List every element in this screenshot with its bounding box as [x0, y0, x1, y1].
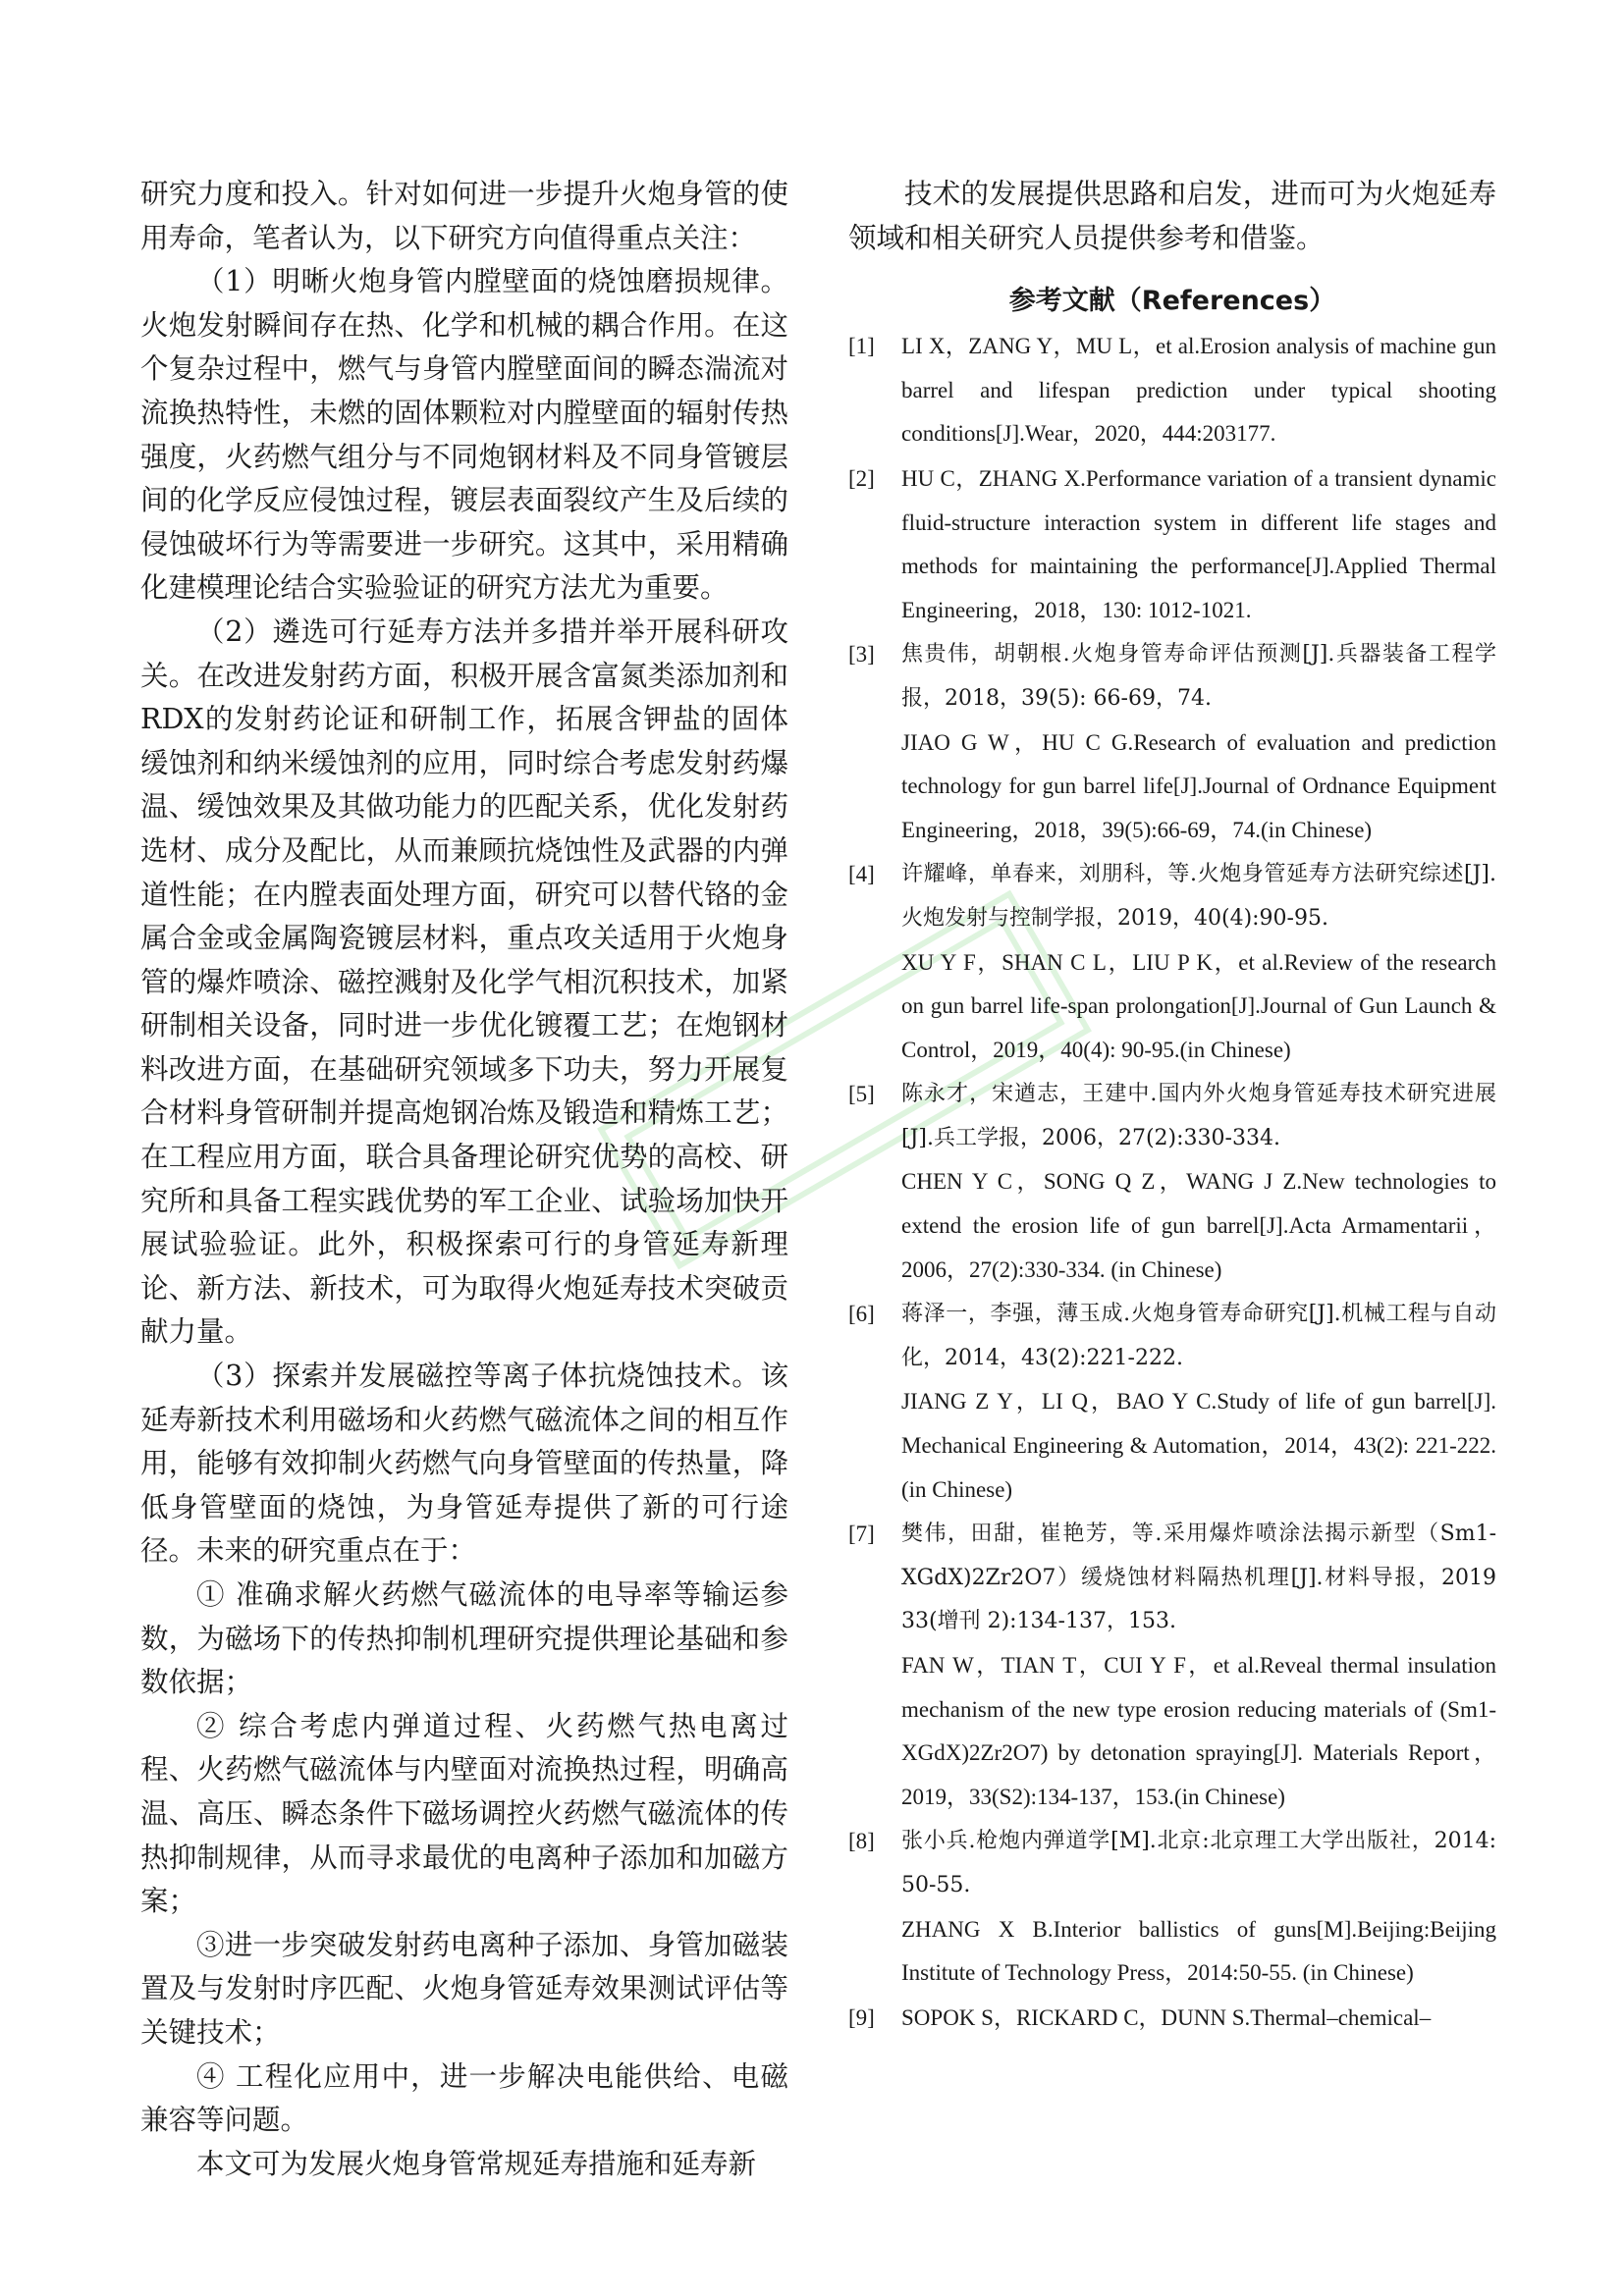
- reference-number: [3]: [848, 642, 875, 667]
- reference-item: [848, 1073, 1496, 1292]
- reference-body: [901, 853, 1496, 1072]
- reference-text: 焦贵伟，胡朝根.火炮身管寿命评估预测[J].兵器装备工程学报，2018，39(5): 66-69，74.: [901, 642, 1496, 711]
- body-paragraph: （1）明晰火炮身管内膛壁面的烧蚀磨损规律。火炮发射瞬间存在热、化学和机械的耦合作用。在这个复杂过程中，燃气与身管内膛壁面间的瞬态湍流对流换热特性，未燃的固体颗粒对内膛壁面的辐射传热强度，火药燃气组分与不同炮钢材料及不同身管镀层间的化学反应侵蚀过程，镀层表面裂纹产生及后续的侵蚀破坏行为等需要进一步研究。这其中，采用精确化建模理论结合实验验证的研究方法尤为重要。: [140, 265, 788, 605]
- reference-text: 樊伟，田甜，崔艳芳，等.采用爆炸喷涂法揭示新型（Sm1-XGdX)2Zr2O7）缓烧蚀材料隔热机理[J].材料导报，2019 33(增刊 2):134-137，153.: [901, 1522, 1496, 1634]
- reference-item: [848, 325, 1496, 456]
- reference-text: JIAO G W，HU C G.Research of evaluation and prediction technology for gun barrel life[J].Journal of Ordnance Equipment Engineering，2018，39(5):66-69，74.(in Chinese): [901, 729, 1496, 842]
- reference-body: [901, 1820, 1496, 1995]
- reference-number: [1]: [848, 334, 875, 359]
- body-paragraph: 研究力度和投入。针对如何进一步提升火炮身管的使用寿命，笔者认为，以下研究方向值得重点关注：: [140, 178, 788, 254]
- reference-text: HU C，ZHANG X.Performance variation of a transient dynamic fluid-structure interaction system in different life stages and methods for maintaining the performance[J].Applied Thermal Engineering，2018，130: 1012-1021.: [901, 465, 1496, 622]
- body-paragraph: ③进一步突破发射药电离种子添加、身管加磁装置及与发射时序匹配、火炮身管延寿效果测试评估等关键技术；: [140, 1928, 788, 2049]
- reference-text: CHEN Y C，SONG Q Z，WANG J Z.New technologies to extend the erosion life of gun barrel[J].Acta Armamentarii，2006，27(2):330-334. (in Chinese): [901, 1169, 1496, 1282]
- reference-text: SOPOK S，RICKARD C，DUNN S.Thermal–chemical–: [901, 2004, 1432, 2030]
- references-list: [848, 325, 1496, 2040]
- body-paragraph: （3）探索并发展磁控等离子体抗烧蚀技术。该延寿新技术利用磁场和火药燃气磁流体之间的相互作用，能够有效抑制火药燃气向身管壁面的传热量，降低身管壁面的烧蚀，为身管延寿提供了新的可行途径。未来的研究重点在于：: [140, 1360, 788, 1568]
- reference-text: 张小兵.枪炮内弹道学[M].北京:北京理工大学出版社，2014: 50-55.: [901, 1829, 1496, 1897]
- body-paragraph: ② 综合考虑内弹道过程、火药燃气热电离过程、火药燃气磁流体与内壁面对流换热过程，明确高温、高压、瞬态条件下磁场调控火药燃气磁流体的传热抑制规律，从而寻求最优的电离种子添加和加磁方案；: [140, 1709, 788, 1918]
- reference-text: 蒋泽一，李强，薄玉成.火炮身管寿命研究[J].机械工程与自动化，2014，43(2):221-222.: [901, 1302, 1496, 1370]
- reference-item: [848, 1293, 1496, 1512]
- body-paragraph: 本文可为发展火炮身管常规延寿措施和延寿新: [196, 2147, 757, 2180]
- right-column: [848, 173, 1496, 2041]
- reference-item: [848, 1820, 1496, 1995]
- left-paragraphs: [140, 173, 788, 2186]
- left-column: [140, 173, 788, 2186]
- reference-body: [901, 1513, 1496, 1819]
- reference-number: [8]: [848, 1829, 875, 1854]
- reference-number: [9]: [848, 2004, 875, 2030]
- reference-text: JIANG Z Y，LI Q，BAO Y C.Study of life of gun barrel[J]. Mechanical Engineering & Automation，2014，43(2): 221-222. (in Chinese): [901, 1389, 1496, 1502]
- body-paragraph: ① 准确求解火药燃气磁流体的电导率等输运参数，为磁场下的传热抑制机理研究提供理论基础和参数依据；: [140, 1578, 788, 1699]
- reference-body: [901, 633, 1496, 852]
- reference-item: [848, 633, 1496, 852]
- reference-text: FAN W，TIAN T，CUI Y F，et al.Reveal thermal insulation mechanism of the new type erosion reducing materials of (Sm1-XGdX)2Zr2O7) by detonation spraying[J]. Materials Report，2019，33(S2):134-137，153.(in Chinese): [901, 1653, 1496, 1809]
- reference-text: LI X，ZANG Y，MU L，et al.Erosion analysis of machine gun barrel and lifespan prediction under typical shooting conditions[J].Wear，2020，444:203177.: [901, 334, 1496, 447]
- reference-text: ZHANG X B.Interior ballistics of guns[M].Beijing:Beijing Institute of Technology Press，2014:50-55. (in Chinese): [901, 1916, 1496, 1986]
- reference-body: [901, 1073, 1496, 1292]
- reference-item: [848, 1997, 1496, 2041]
- reference-body: [901, 457, 1496, 632]
- reference-item: [848, 457, 1496, 632]
- reference-body: [901, 1997, 1496, 2041]
- reference-body: [901, 1293, 1496, 1512]
- reference-text: XU Y F，SHAN C L，LIU P K，et al.Review of the research on gun barrel life-span prolongation[J].Journal of Gun Launch & Control，2019，40(4): 90-95.(in Chinese): [901, 949, 1496, 1062]
- body-paragraph: （2）遴选可行延寿方法并多措并举开展科研攻关。在改进发射药方面，积极开展含富氮类添加剂和RDX的发射药论证和研制工作，拓展含钾盐的固体缓蚀剂和纳米缓蚀剂的应用，同时综合考虑发射药爆温、缓蚀效果及其做功能力的匹配关系，优化发射药选材、成分及配比，从而兼顾抗烧蚀性及武器的内弹道性能；在内膛表面处理方面，研究可以替代铬的金属合金或金属陶瓷镀层材料，重点攻关适用于火炮身管的爆炸喷涂、磁控溅射及化学气相沉积技术，加紧研制相关设备，同时进一步优化镀覆工艺；在炮钢材料改进方面，在基础研究领域多下功夫，努力开展复合材料身管研制并提高炮钢冶炼及锻造和精炼工艺；在工程应用方面，联合具备理论研究优势的高校、研究所和具备工程实践优势的军工企业、试验场加快开展试验验证。此外，积极探索可行的身管延寿新理论、新方法、新技术，可为取得火炮延寿技术突破贡献力量。: [140, 614, 788, 1349]
- reference-body: [901, 325, 1496, 456]
- reference-text: 陈永才，宋遒志，王建中.国内外火炮身管延寿技术研究进展[J].兵工学报，2006，27(2):330-334.: [901, 1082, 1496, 1150]
- reference-number: [6]: [848, 1302, 875, 1327]
- references-heading: 参考文献（References）: [1008, 286, 1336, 317]
- reference-item: [848, 853, 1496, 1072]
- reference-text: 许耀峰，单春来，刘朋科，等.火炮身管延寿方法研究综述[J].火炮发射与控制学报，2019，40(4):90-95.: [901, 862, 1496, 931]
- reference-number: [4]: [848, 862, 875, 887]
- reference-number: [2]: [848, 465, 875, 491]
- intro-paragraph: 技术的发展提供思路和启发，进而可为火炮延寿领域和相关研究人员提供参考和借鉴。: [848, 178, 1496, 254]
- reference-item: [848, 1513, 1496, 1819]
- reference-number: [5]: [848, 1082, 875, 1107]
- reference-number: [7]: [848, 1522, 875, 1547]
- body-paragraph: ④ 工程化应用中，进一步解决电能供给、电磁兼容等问题。: [140, 2059, 788, 2137]
